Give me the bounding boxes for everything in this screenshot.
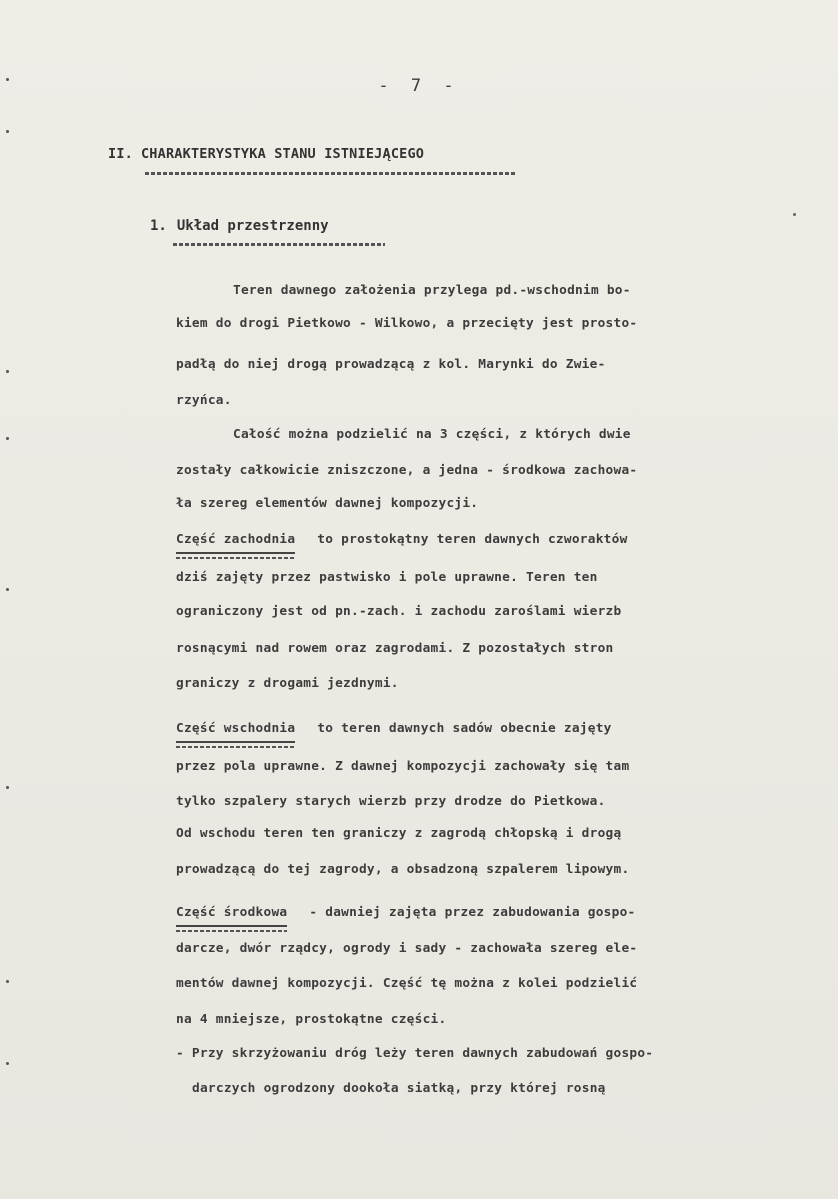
chapter-heading (108, 146, 424, 162)
west-line: dziś zajęty przez pastwisko i pole uprawne. Teren ten (176, 570, 598, 585)
west-line: graniczy z drogami jezdnymi. (176, 676, 399, 691)
paragraph-line: kiem do drogi Pietkowo - Wilkowo, a przecięty jest prosto- (176, 316, 638, 331)
bullet-line: - Przy skrzyżowaniu dróg leży teren dawnych zabudowań gospo- (176, 1046, 654, 1061)
paragraph-line: ła szereg elementów dawnej kompozycji. (176, 496, 479, 511)
section-heading (150, 218, 329, 234)
page-number: - 7 - (378, 76, 460, 96)
paragraph-line: rzyńca. (176, 393, 232, 408)
west-part-label: Część zachodnia (176, 532, 296, 547)
paragraph-line: Teren dawnego założenia przylega pd.-wschodnim bo- (233, 283, 631, 298)
east-first-line (176, 721, 612, 736)
paragraph-line: zostały całkowicie zniszczone, a jedna - środkowa zachowa- (176, 463, 638, 478)
middle-first-line (176, 905, 635, 920)
middle-line: - dawniej zajęta przez zabudowania gospo- (309, 905, 636, 920)
west-line: ograniczony jest od pn.-zach. i zachodu zaroślami wierzb (176, 604, 622, 619)
east-line: prowadzącą do tej zagrody, a obsadzoną szpalerem lipowym. (176, 862, 630, 877)
chapter-title: CHARAKTERYSTYKA STANU ISTNIEJĄCEGO (140, 146, 425, 162)
section-number: 1. (150, 218, 167, 234)
east-line: Od wschodu teren ten graniczy z zagrodą chłopską i drogą (176, 826, 622, 841)
punch-mark (6, 786, 9, 789)
section-underline (173, 243, 385, 246)
paragraph-line: padłą do niej drogą prowadzącą z kol. Marynki do Zwie- (176, 357, 606, 372)
heading-underline (145, 172, 515, 175)
speck-mark (793, 213, 796, 216)
punch-mark (6, 130, 9, 133)
east-line: to teren dawnych sadów obecnie zajęty (317, 721, 612, 736)
punch-mark (6, 1062, 9, 1065)
east-line: tylko szpalery starych wierzb przy drodze do Pietkowa. (176, 794, 606, 809)
middle-part-label: Część środkowa (176, 905, 288, 920)
chapter-number: II. (108, 146, 133, 162)
east-part-label: Część wschodnia (176, 721, 296, 736)
section-title: Układ przestrzenny (176, 218, 329, 234)
punch-mark (6, 980, 9, 983)
middle-line: mentów dawnej kompozycji. Część tę można z kolei podzielić (176, 976, 638, 991)
west-line: rosnącymi nad rowem oraz zagrodami. Z pozostałych stron (176, 641, 614, 656)
bullet-line: darczych ogrodzony dookoła siatką, przy której rosną (192, 1081, 606, 1096)
punch-mark (6, 588, 9, 591)
punch-mark (6, 437, 9, 440)
west-line: to prostokątny teren dawnych czworaktów (317, 532, 628, 547)
middle-line: na 4 mniejsze, prostokątne części. (176, 1012, 447, 1027)
east-line: przez pola uprawne. Z dawnej kompozycji zachowały się tam (176, 759, 630, 774)
west-first-line (176, 532, 628, 547)
middle-line: darcze, dwór rządcy, ogrody i sady - zachowała szereg ele- (176, 941, 638, 956)
paragraph-line: Całość można podzielić na 3 części, z których dwie (233, 427, 631, 442)
punch-mark (6, 370, 9, 373)
